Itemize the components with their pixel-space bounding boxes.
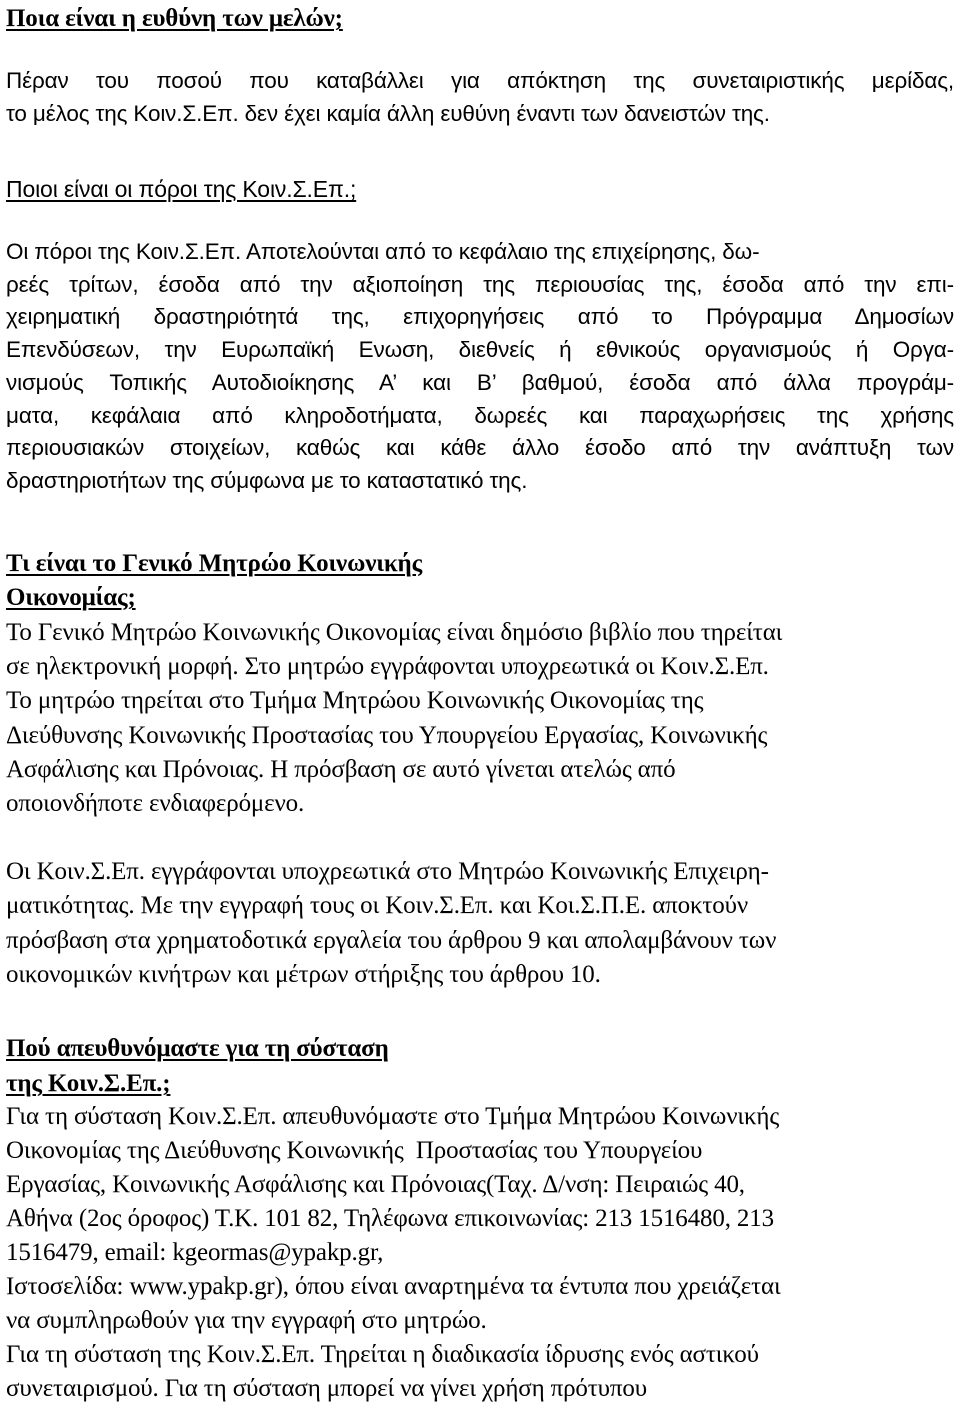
paragraph-line: πρόσβαση στα χρηματοδοτικά εργαλεία του άρθρου 9 και απολαμβάνουν των: [6, 927, 777, 954]
heading-resources: Ποιοι είναι οι πόροι της Κοιν.Σ.Επ.;: [6, 176, 357, 202]
paragraph-line: ματικότητας. Με την εγγραφή τους οι Κοιν.Σ.Επ. και Κοι.Σ.Π.Ε. αποκτούν: [6, 892, 749, 919]
paragraph-line: Οικονομίας της Διεύθυνσης Κοινωνικής Προστασίας του Υπουργείου: [6, 1137, 703, 1164]
paragraph-line: Για τη σύσταση της Κοιν.Σ.Επ. Τηρείται η διαδικασία ίδρυσης ενός αστικού: [6, 1341, 759, 1368]
paragraph-line: Εργασίας, Κοινωνικής Ασφάλισης και Πρόνοιας(Ταχ. Δ/νση: Πειραιώς 40,: [6, 1171, 745, 1198]
paragraph-line: Οι πόροι της Κοιν.Σ.Επ. Αποτελούνται από το κεφάλαιο της επιχείρησης, δω-: [6, 239, 760, 264]
paragraph-line: χειρηματική δραστηριότητά της, επιχορηγήσεις από το Πρόγραμμα Δημοσίων: [6, 304, 954, 329]
paragraph-line: να συμπληρωθούν για την εγγραφή στο μητρώο.: [6, 1307, 487, 1334]
paragraph-line: οικονομικών κινήτρων και μέτρων στήριξης του άρθρου 10.: [6, 961, 601, 988]
paragraph-line: Για τη σύσταση Κοιν.Σ.Επ. απευθυνόμαστε στο Τμήμα Μητρώου Κοινωνικής: [6, 1103, 780, 1130]
heading-where-to-apply-line1: Πού απευθυνόμαστε για τη σύσταση: [6, 1035, 389, 1062]
paragraph-line: ματα, κεφάλαια από κληροδοτήματα, δωρεές και παραχωρήσεις της χρήσης: [6, 403, 954, 428]
paragraph-line: οποιονδήποτε ενδιαφερόμενο.: [6, 790, 305, 817]
paragraph-line: Επενδύσεων, την Ευρωπαϊκή Ενωση, διεθνείς ή εθνικούς οργανισμούς ή Οργα-: [6, 337, 954, 362]
paragraph-line: Το μητρώο τηρείται στο Τμήμα Μητρώου Κοινωνικής Οικονομίας της: [6, 687, 704, 714]
heading-general-registry-line2: Οικονομίας;: [6, 584, 136, 611]
paragraph-line: Το Γενικό Μητρώο Κοινωνικής Οικονομίας είναι δημόσιο βιβλίο που τηρείται: [6, 619, 783, 646]
paragraph-line: Πέραν του ποσού που καταβάλλει για απόκτηση της συνεταιριστικής μερίδας,: [6, 68, 954, 93]
heading-where-to-apply-line2: της Κοιν.Σ.Επ.;: [6, 1070, 171, 1097]
paragraph-line: νισμούς Τοπικής Αυτοδιοίκησης Α’ και Β’ βαθμού, έσοδα από άλλα προγράμ-: [6, 370, 954, 395]
paragraph-line-email: 1516479, email: kgeormas@ypakp.gr,: [6, 1239, 384, 1266]
paragraph-line: το μέλος της Κοιν.Σ.Επ. δεν έχει καμία άλλη ευθύνη έναντι των δανειστών της.: [6, 101, 770, 126]
paragraph-line: Ασφάλισης και Πρόνοιας. Η πρόσβαση σε αυτό γίνεται ατελώς από: [6, 756, 676, 783]
paragraph-line: Διεύθυνσης Κοινωνικής Προστασίας του Υπουργείου Εργασίας, Κοινωνικής: [6, 722, 768, 749]
paragraph-line-website: Ιστοσελίδα: www.ypakp.gr), όπου είναι αναρτημένα τα έντυπα που χρειάζεται: [6, 1273, 781, 1300]
heading-general-registry-line1: Τι είναι το Γενικό Μητρώο Κοινωνικής: [6, 550, 422, 577]
paragraph-line: σε ηλεκτρονική μορφή. Στο μητρώο εγγράφονται υποχρεωτικά οι Κοιν.Σ.Επ.: [6, 653, 769, 680]
paragraph-line: δραστηριοτήτων της σύμφωνα με το καταστατικό της.: [6, 468, 528, 493]
paragraph-line: Οι Κοιν.Σ.Επ. εγγράφονται υποχρεωτικά στο Μητρώο Κοινωνικής Επιχειρη-: [6, 858, 769, 885]
paragraph-line: περιουσιακών στοιχείων, καθώς και κάθε άλλο έσοδο από την ανάπτυξη των: [6, 435, 954, 460]
paragraph-line: ρεές τρίτων, έσοδα από την αξιοποίηση της περιουσίας της, έσοδα από την επι-: [6, 272, 954, 297]
paragraph-line: Αθήνα (2ος όροφος) Τ.Κ. 101 82, Τηλέφωνα επικοινωνίας: 213 1516480, 213: [6, 1205, 774, 1232]
heading-member-liability: Ποια είναι η ευθύνη των μελών;: [6, 5, 343, 32]
paragraph-line: συνεταιρισμού. Για τη σύσταση μπορεί να γίνει χρήση πρότυπου: [6, 1375, 647, 1402]
